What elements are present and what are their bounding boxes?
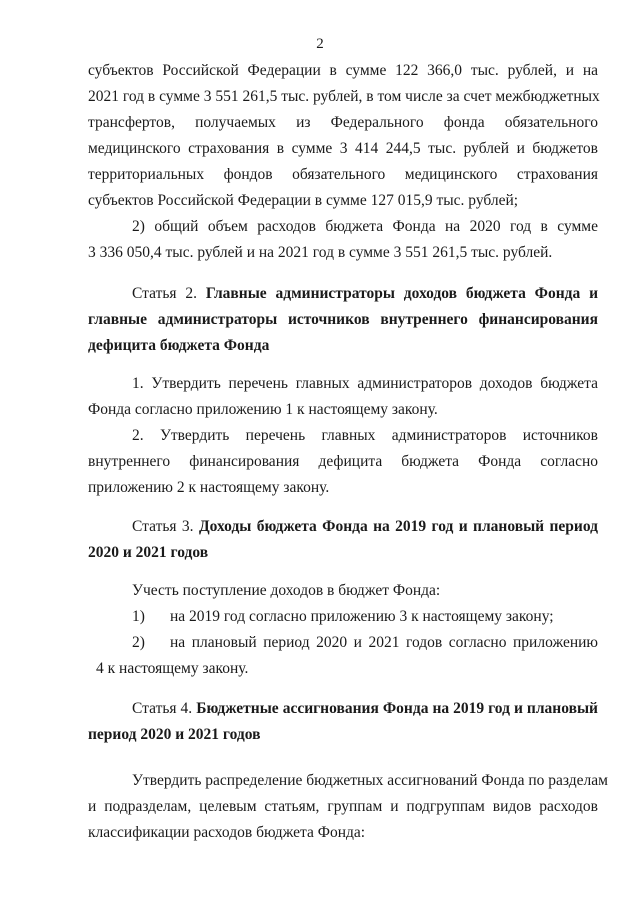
article-2-title: Главные администраторы доходов бюджета Фонда и: [205, 285, 599, 302]
article-3-body-line: 4 к настоящему закону.: [96, 660, 249, 677]
paragraph-line: субъектов Российской Федерации в сумме 127 015,9 тыс. рублей;: [88, 192, 519, 209]
list-marker: 2): [132, 634, 145, 651]
paragraph-line: 2) общий объем расходов бюджета Фонда на 2020 год в сумме: [132, 218, 598, 235]
paragraph-line: 2021 год в сумме 3 551 261,5 тыс. рублей, в том числе за счет межбюджетных: [88, 88, 600, 105]
article-2-body-line: 1. Утвердить перечень главных администраторов доходов бюджета: [132, 375, 598, 392]
paragraph-line: трансфертов, получаемых из Федерального фонда обязательного: [88, 114, 598, 131]
article-4-title-line: период 2020 и 2021 годов: [88, 726, 261, 743]
article-3-body-line: на 2019 год согласно приложению 3 к настоящему закону;: [170, 608, 554, 625]
list-marker: 1): [132, 608, 145, 625]
article-2-title-line: дефицита бюджета Фонда: [88, 337, 270, 354]
article-2-heading: [132, 285, 598, 303]
paragraph-line: субъектов Российской Федерации в сумме 122 366,0 тыс. рублей, и на: [88, 62, 598, 79]
article-3-heading: [132, 518, 598, 536]
article-4-title: Бюджетные ассигнования Фонда на 2019 год и плановый: [196, 700, 598, 717]
article-2-body-line: Фонда согласно приложению 1 к настоящему закону.: [88, 401, 438, 418]
paragraph-line: медицинского страхования в сумме 3 414 244,5 тыс. рублей и бюджетов: [88, 140, 598, 157]
article-2-body-line: 2. Утвердить перечень главных администраторов источников: [132, 427, 598, 444]
article-2-body-line: внутреннего финансирования дефицита бюджета Фонда согласно: [88, 453, 598, 470]
article-4-heading: [132, 700, 598, 718]
article-2-title-line: главные администраторы источников внутреннего финансирования: [88, 311, 598, 328]
article-4-body-line: классификации расходов бюджета Фонда:: [88, 824, 366, 841]
article-2-body-line: приложению 2 к настоящему закону.: [88, 479, 330, 496]
article-2-prefix: Статья 2.: [132, 285, 197, 302]
article-4-prefix: Статья 4.: [132, 700, 193, 717]
article-4-body-line: Утвердить распределение бюджетных ассигнований Фонда по разделам: [132, 772, 608, 789]
paragraph-line: 3 336 050,4 тыс. рублей и на 2021 год в сумме 3 551 261,5 тыс. рублей.: [88, 244, 553, 261]
page-number: 2: [316, 36, 324, 52]
article-3-body-line: Учесть поступление доходов в бюджет Фонда:: [132, 582, 441, 599]
article-3-title: Доходы бюджета Фонда на 2019 год и плановый период: [198, 518, 599, 535]
paragraph-line: территориальных фондов обязательного медицинского страхования: [88, 166, 598, 183]
article-4-body-line: и подразделам, целевым статьям, группам и подгруппам видов расходов: [88, 798, 598, 815]
article-3-title-line: 2020 и 2021 годов: [88, 544, 209, 561]
article-3-prefix: Статья 3.: [132, 518, 194, 535]
article-3-body-line: на плановый период 2020 и 2021 годов согласно приложению: [170, 634, 598, 651]
